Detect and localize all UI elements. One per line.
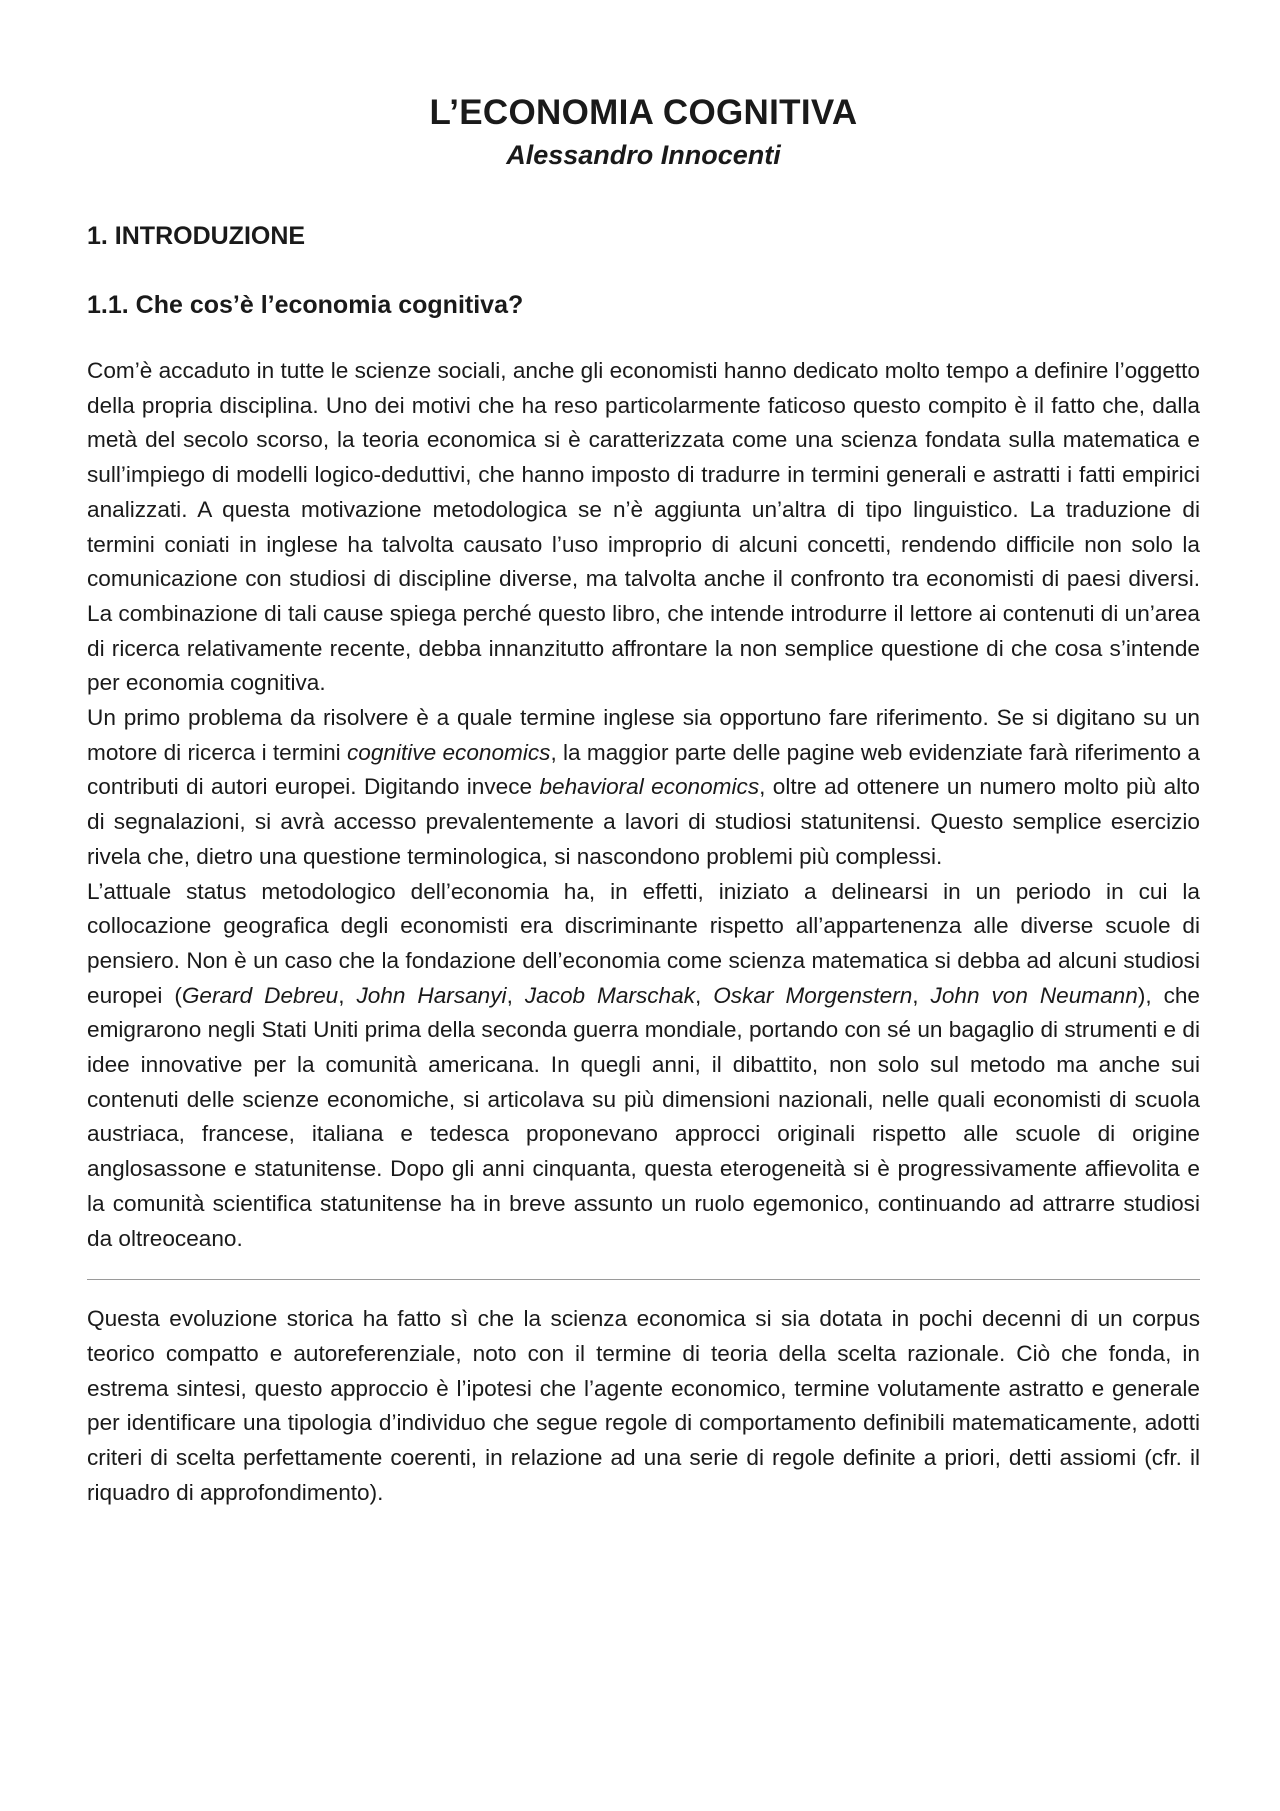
name-separator: ,	[506, 982, 525, 1008]
paragraph-3-part-b: ), che emigrarono negli Stati Uniti prima della seconda guerra mondiale, portando con sé un bagaglio di strumenti e di idee innovative per la comunità americana. In quegli anni, il dibattito, non solo sul metodo ma anche sui contenuti delle scienze economiche, si articolava su più dimensioni nazionali, nelle quali economisti di scuola austriaca, francese, italiana e tedesca proponevano approcci originali rispetto alle scuole di origine anglosassone e statunitense. Dopo gli anni cinquanta, questa eterogeneità si è progressivamente affievolita e la comunità scientifica statunitense ha in breve assunto un ruolo egemonico, continuando ad attrarre studiosi da oltreoceano.	[87, 982, 1200, 1251]
economist-name: Oskar Morgenstern	[713, 982, 913, 1008]
economist-name: John Harsanyi	[356, 982, 507, 1008]
economist-name: Gerard Debreu	[181, 982, 339, 1008]
document-page	[87, 92, 1200, 1511]
document-author: Alessandro Innocenti	[506, 140, 781, 170]
name-separator: ,	[695, 982, 714, 1008]
economist-name: Jacob Marschak	[524, 982, 695, 1008]
paragraph-1: Com’è accaduto in tutte le scienze sociali, anche gli economisti hanno dedicato molto tempo a definire l’oggetto della propria disciplina. Uno dei motivi che ha reso particolarmente faticoso questo compito è il fatto che, dalla metà del secolo scorso, la teoria economica si è caratterizzata come una scienza fondata sulla matematica e sull’impiego di modelli logico-deduttivi, che hanno imposto di tradurre in termini generali e astratti i fatti empirici analizzati. A questa motivazione metodologica se n’è aggiunta un’altra di tipo linguistico. La traduzione di termini coniati in inglese ha talvolta causato l’uso improprio di alcuni concetti, rendendo difficile non solo la comunicazione con studiosi di discipline diverse, ma talvolta anche il confronto tra economisti di paesi diversi. La combinazione di tali cause spiega perché questo libro, che intende introdurre il lettore ai contenuti di un’area di ricerca relativamente recente, debba innanzitutto affrontare la non semplice questione di che cosa s’intende per economia cognitiva.	[87, 358, 1200, 696]
paragraph-2-part-c: , oltre ad ottenere un numero molto più alto di segnalazioni, si avrà accesso prevalentemente a lavori di studiosi statunitensi. Questo semplice esercizio rivela che, dietro una questione terminologica, si nascondono problemi più complessi.	[87, 774, 1200, 869]
term-cognitive-economics: cognitive economics	[347, 739, 551, 765]
subsection-heading: 1.1. Che cos’è l’economia cognitiva?	[87, 291, 524, 319]
economist-name: John von Neumann	[930, 982, 1138, 1008]
paragraph-2-part-a: Un primo problema da risolvere è a quale termine inglese sia opportuno fare riferimento. Se si digitano su un motore di ricerca i termini	[87, 705, 1200, 765]
term-behavioral-economics: behavioral economics	[539, 774, 760, 800]
paragraph-3-part-a: L’attuale status metodologico dell’economia ha, in effetti, iniziato a delinearsi in un periodo in cui la collocazione geografica degli economisti era discriminante rispetto all’appartenenza alle diverse scuole di pensiero. Non è un caso che la fondazione dell’economia come scienza matematica si debba ad alcuni studiosi europei (	[87, 878, 1200, 1008]
section-heading: 1. INTRODUZIONE	[87, 222, 306, 250]
paragraph-2-part-b: , la maggior parte delle pagine web evidenziate farà riferimento a contributi di autori europei. Digitando invece	[87, 739, 1200, 800]
paragraph-3	[87, 875, 1200, 1257]
name-separator: ,	[338, 982, 357, 1008]
horizontal-divider	[87, 1279, 1200, 1280]
document-title: L’ECONOMIA COGNITIVA	[429, 93, 858, 132]
name-separator: ,	[912, 982, 931, 1008]
paragraph-4: Questa evoluzione storica ha fatto sì che la scienza economica si sia dotata in pochi decenni di un corpus teorico compatto e autoreferenziale, noto con il termine di teoria della scelta razionale. Ciò che fonda, in estrema sintesi, questo approccio è l’ipotesi che l’agente economico, termine volutamente astratto e generale per identificare una tipologia d’individuo che segue regole di comportamento definibili matematicamente, adotti criteri di scelta perfettamente coerenti, in relazione ad una serie di regole definite a priori, detti assiomi (cfr. il riquadro di approfondimento).	[87, 1306, 1200, 1505]
paragraph-2	[87, 701, 1200, 875]
